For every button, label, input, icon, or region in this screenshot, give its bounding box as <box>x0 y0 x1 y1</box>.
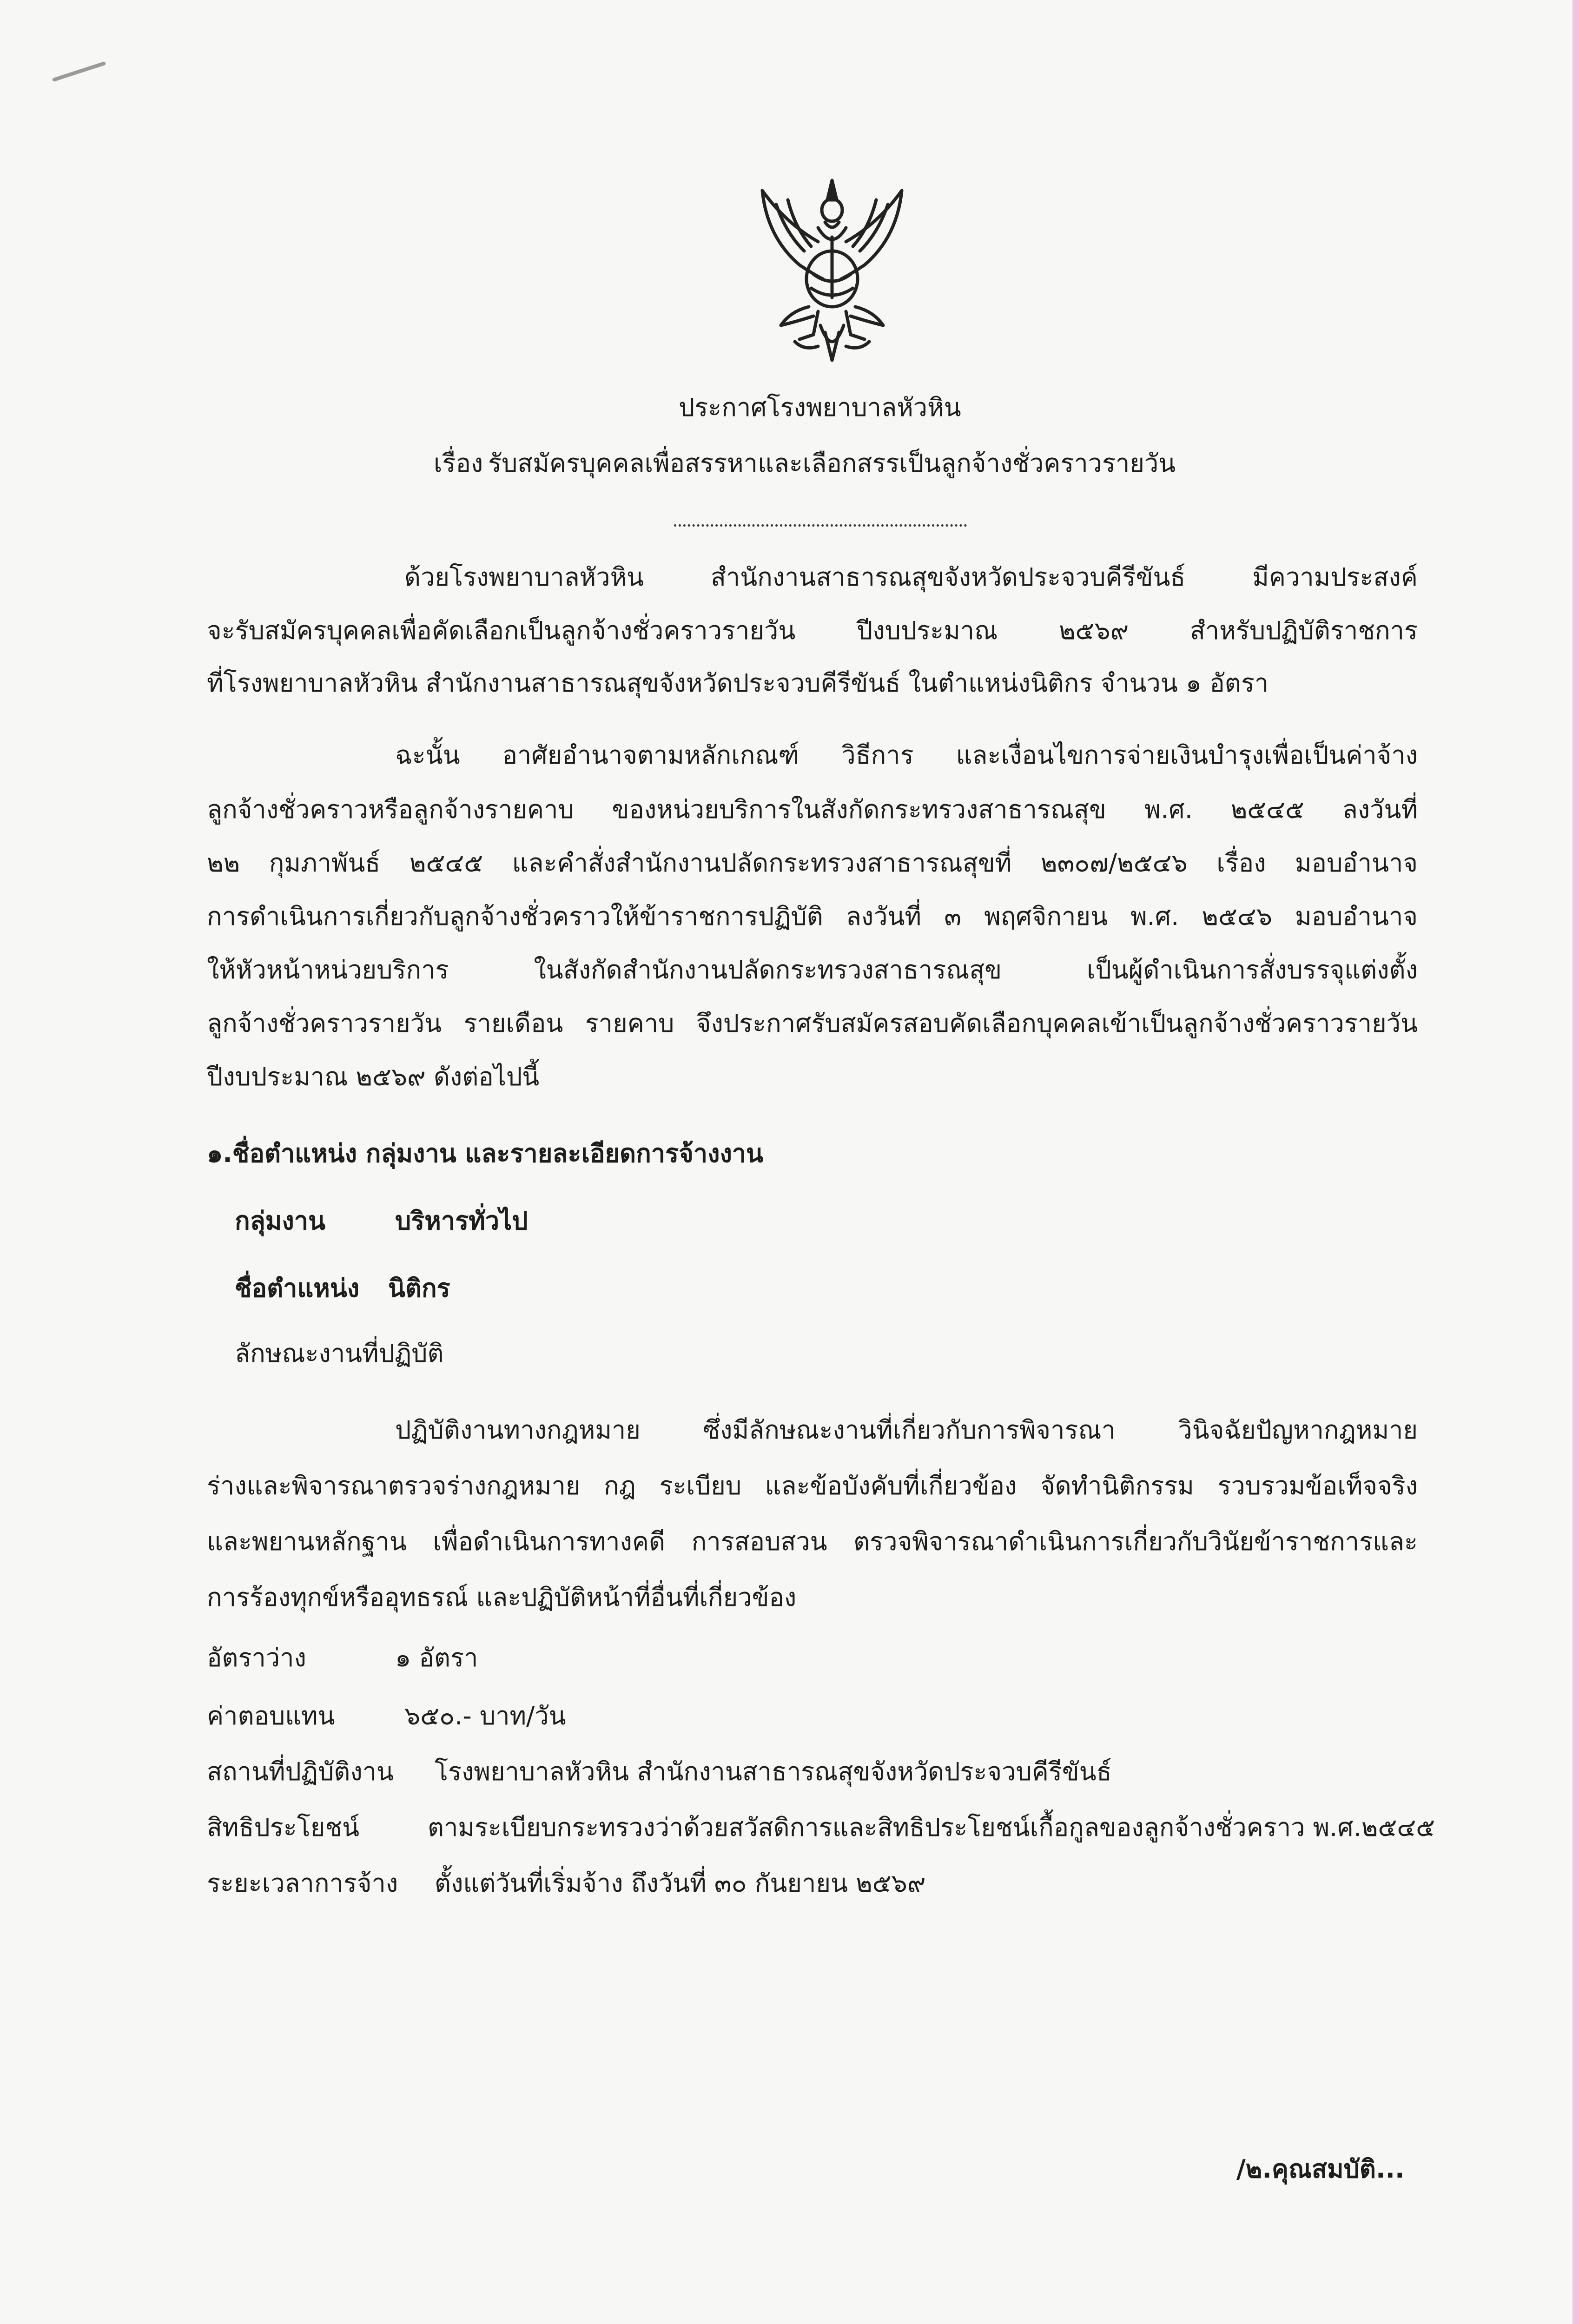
title-divider <box>674 524 967 527</box>
vacancy-value: ๑ อัตรา <box>395 1643 478 1672</box>
wage-value: ๖๕๐.- บาท/วัน <box>404 1701 566 1730</box>
benefits-label: สิทธิประโยชน์ <box>207 1813 360 1842</box>
paper-scratch <box>52 61 106 82</box>
duty-label: ลักษณะงานที่ปฏิบัติ <box>235 1339 444 1368</box>
vacancy-label: อัตราว่าง <box>207 1643 306 1672</box>
workplace-label: สถานที่ปฏิบัติงาน <box>207 1757 394 1786</box>
duty-line-3: และพยานหลักฐาน เพื่อดำเนินการทางคดี การสอบสวน ตรวจพิจารณาดำเนินการเกี่ยวกับวินัยข้าราชการและ <box>207 1527 1418 1556</box>
section1-heading: ๑.ชื่อตำแหน่ง กลุ่มงาน และรายละเอียดการจ้างงาน <box>207 1139 764 1168</box>
para2-line-1: ฉะนั้น อาศัยอำนาจตามหลักเกณฑ์ วิธีการ และเงื่อนไขการจ่ายเงินบำรุงเพื่อเป็นค่าจ้าง <box>395 740 1418 770</box>
duration-value: ตั้งแต่วันที่เริ่มจ้าง ถึงวันที่ ๓๐ กันยายน ๒๕๖๙ <box>435 1868 926 1898</box>
garuda-emblem-icon <box>748 172 916 367</box>
para2-line-5: ให้หัวหน้าหน่วยบริการ ในสังกัดสำนักงานปลัดกระทรวงสาธารณสุข เป็นผู้ดำเนินการสั่งบรรจุแต่งตั้ง <box>207 955 1418 984</box>
workplace-value: โรงพยาบาลหัวหิน สำนักงานสาธารณสุขจังหวัดประจวบคีรีขันธ์ <box>435 1757 1112 1786</box>
announcement-title: ประกาศโรงพยาบาลหัวหิน <box>679 393 961 422</box>
para2-line-4: การดำเนินการเกี่ยวกับลูกจ้างชั่วคราวให้ข้าราชการปฏิบัติ ลงวันที่ ๓ พฤศจิกายน พ.ศ. ๒๕๔๖ มอบอำนาจ <box>207 902 1418 931</box>
benefits-value: ตามระเบียบกระทรวงว่าด้วยสวัสดิการและสิทธิประโยชน์เกื้อกูลของลูกจ้างชั่วคราว พ.ศ.๒๕๔๕ <box>428 1813 1435 1842</box>
para2-line-6: ลูกจ้างชั่วคราวรายวัน รายเดือน รายคาบ จึงประกาศรับสมัครสอบคัดเลือกบุคคลเข้าเป็นลูกจ้างชั่วคราวรายวัน <box>207 1009 1418 1038</box>
para2-line-7: ปีงบประมาณ ๒๕๖๙ ดังต่อไปนี้ <box>207 1062 540 1091</box>
duty-line-4: การร้องทุกข์หรืออุทธรณ์ และปฏิบัติหน้าที่อื่นที่เกี่ยวข้อง <box>207 1583 797 1612</box>
para2-line-3: ๒๒ กุมภาพันธ์ ๒๕๔๕ และคำสั่งสำนักงานปลัดกระทรวงสาธารณสุขที่ ๒๓๐๗/๒๕๔๖ เรื่อง มอบอำนาจ <box>207 848 1418 878</box>
wage-label: ค่าตอบแทน <box>207 1701 335 1730</box>
position-label: ชื่อตำแหน่ง <box>235 1274 360 1303</box>
subject-label: เรื่อง <box>434 449 483 478</box>
group-value: บริหารทั่วไป <box>395 1206 528 1235</box>
duty-line-1: ปฏิบัติงานทางกฎหมาย ซึ่งมีลักษณะงานที่เกี่ยวกับการพิจารณา วินิจฉัยปัญหากฎหมาย <box>395 1415 1418 1445</box>
group-label: กลุ่มงาน <box>235 1206 325 1235</box>
continuation-note: /๒.คุณสมบัติ... <box>1236 2154 1405 2184</box>
duration-label: ระยะเวลาการจ้าง <box>207 1868 398 1898</box>
page-edge-highlight <box>1572 0 1579 2324</box>
subject-text: รับสมัครบุคคลเพื่อสรรหาและเลือกสรรเป็นลูกจ้างชั่วคราวรายวัน <box>488 449 1176 478</box>
para1-line-2: จะรับสมัครบุคคลเพื่อคัดเลือกเป็นลูกจ้างชั่วคราวรายวัน ปีงบประมาณ ๒๕๖๙ สำหรับปฏิบัติราชการ <box>207 616 1418 645</box>
duty-line-2: ร่างและพิจารณาตรวจร่างกฎหมาย กฎ ระเบียบ และข้อบังคับที่เกี่ยวข้อง จัดทำนิติกรรม รวบรวมข้อเท็จจริง <box>207 1471 1418 1500</box>
position-value: นิติกร <box>388 1274 450 1303</box>
para1-line-1: ด้วยโรงพยาบาลหัวหิน สำนักงานสาธารณสุขจังหวัดประจวบคีรีขันธ์ มีความประสงค์ <box>404 562 1418 592</box>
para1-line-3: ที่โรงพยาบาลหัวหิน สำนักงานสาธารณสุขจังหวัดประจวบคีรีขันธ์ ในตำแหน่งนิติกร จำนวน ๑ อัตรา <box>207 668 1269 698</box>
para2-line-2: ลูกจ้างชั่วคราวหรือลูกจ้างรายคาบ ของหน่วยบริการในสังกัดกระทรวงสาธารณสุข พ.ศ. ๒๕๔๕ ลงวันที่ <box>207 795 1418 824</box>
